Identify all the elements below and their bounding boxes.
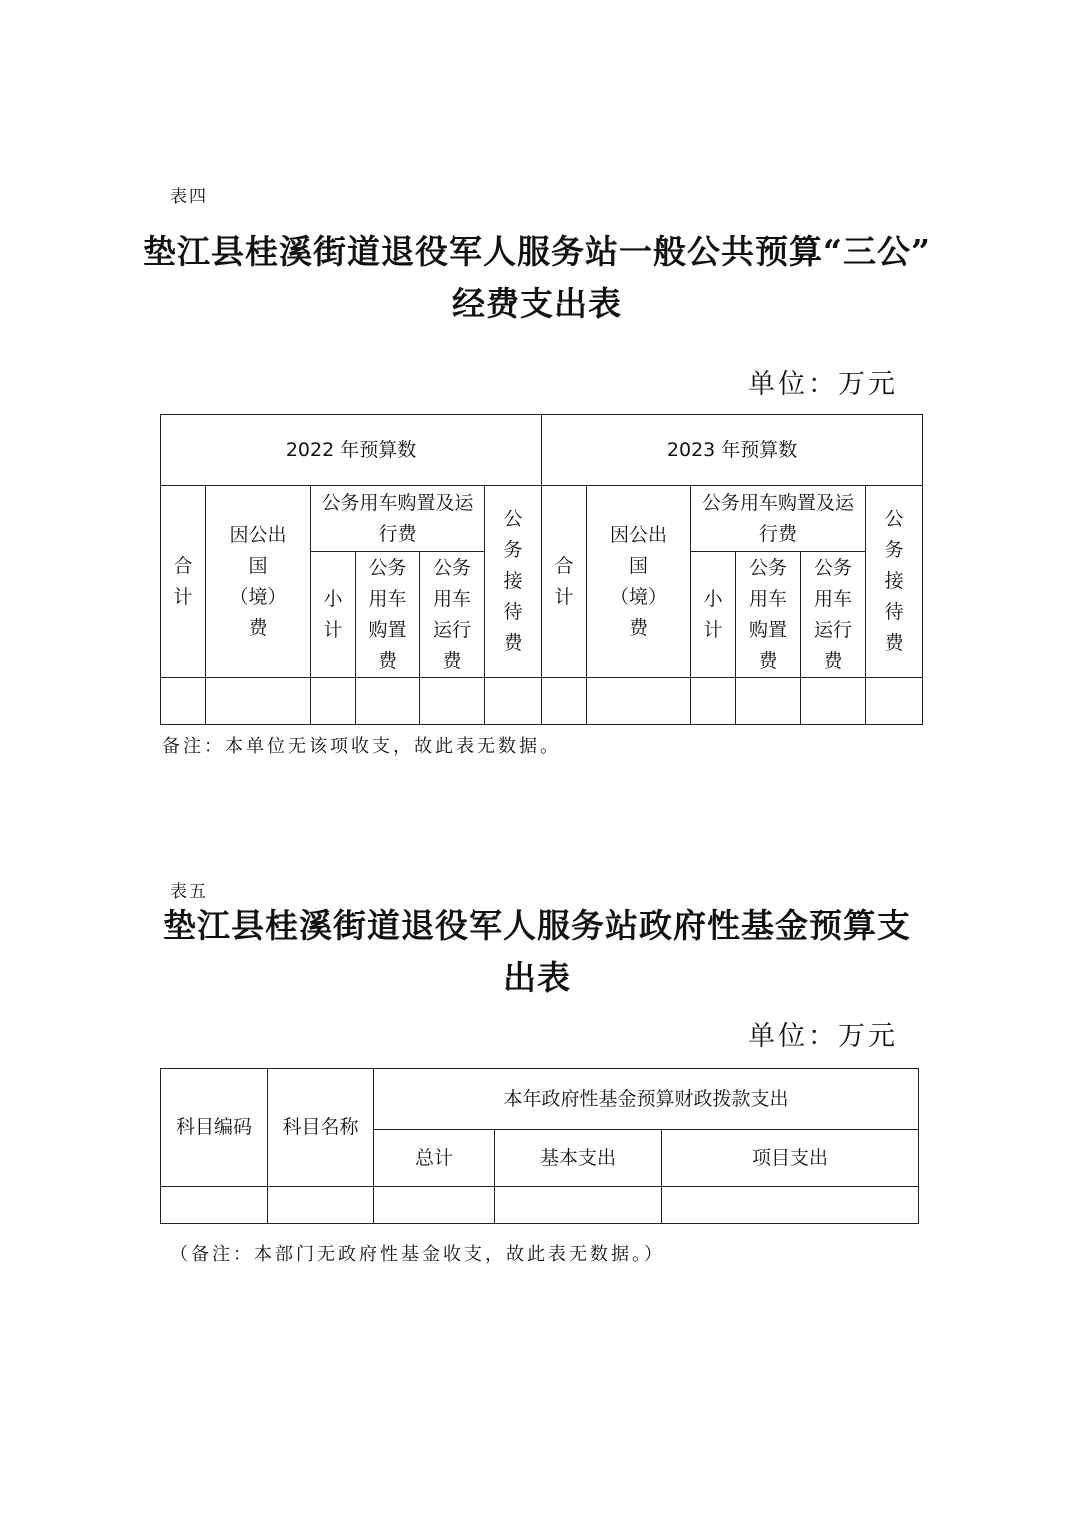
header-abroad-2023: 因公出国（境）费 (587, 486, 691, 678)
header-fund-project: 项目支出 (662, 1130, 919, 1187)
header-vehicle-group-2023: 公务用车购置及运行费 (691, 486, 866, 552)
header-reception: 公务接待费 (485, 486, 542, 678)
table5-unit: 单位：万元 (748, 1021, 898, 1052)
header-subject-name: 科目名称 (268, 1069, 374, 1187)
table4-title (0, 226, 1074, 330)
header-vehicle-operation-2023: 公务用车运行费 (801, 552, 866, 678)
header-fund-total: 总计 (374, 1130, 495, 1187)
table4-note: 备注：本单位无该项收支，故此表无数据。 (162, 736, 561, 757)
header-vehicle-group: 公务用车购置及运行费 (311, 486, 485, 552)
table4-unit: 单位：万元 (748, 369, 898, 400)
table5-title (0, 900, 1074, 1004)
table-row (161, 1187, 919, 1224)
three-public-expense-table (160, 414, 923, 725)
table4-title-line1: 垫江县桂溪街道退役军人服务站一般公共预算“三公” (143, 232, 931, 271)
header-total-2023: 合计 (542, 486, 587, 678)
year-2023-header: 2023 年预算数 (542, 415, 923, 486)
header-subtotal: 小计 (311, 552, 356, 678)
table4-title-line2: 经费支出表 (452, 284, 622, 323)
header-abroad: 因公出国（境）费 (206, 486, 311, 678)
year-2022-header: 2022 年预算数 (161, 415, 542, 486)
table-row (161, 678, 923, 725)
header-vehicle-operation: 公务用车运行费 (420, 552, 485, 678)
header-vehicle-purchase: 公务用车购置费 (356, 552, 420, 678)
header-vehicle-purchase-2023: 公务用车购置费 (736, 552, 801, 678)
table5-note: （备注：本部门无政府性基金收支，故此表无数据。） (170, 1244, 665, 1265)
header-total: 合计 (161, 486, 206, 678)
header-fund-group: 本年政府性基金预算财政拨款支出 (374, 1069, 919, 1130)
table5-label: 表五 (170, 882, 208, 902)
table4-label: 表四 (170, 187, 208, 207)
header-subject-code: 科目编码 (161, 1069, 268, 1187)
header-reception-2023: 公务接待费 (866, 486, 923, 678)
gov-fund-expense-table (160, 1068, 919, 1224)
header-subtotal-2023: 小计 (691, 552, 736, 678)
header-fund-basic: 基本支出 (495, 1130, 662, 1187)
table5-title-line1: 垫江县桂溪街道退役军人服务站政府性基金预算支 (163, 906, 911, 945)
table5-title-line2: 出表 (503, 958, 571, 997)
